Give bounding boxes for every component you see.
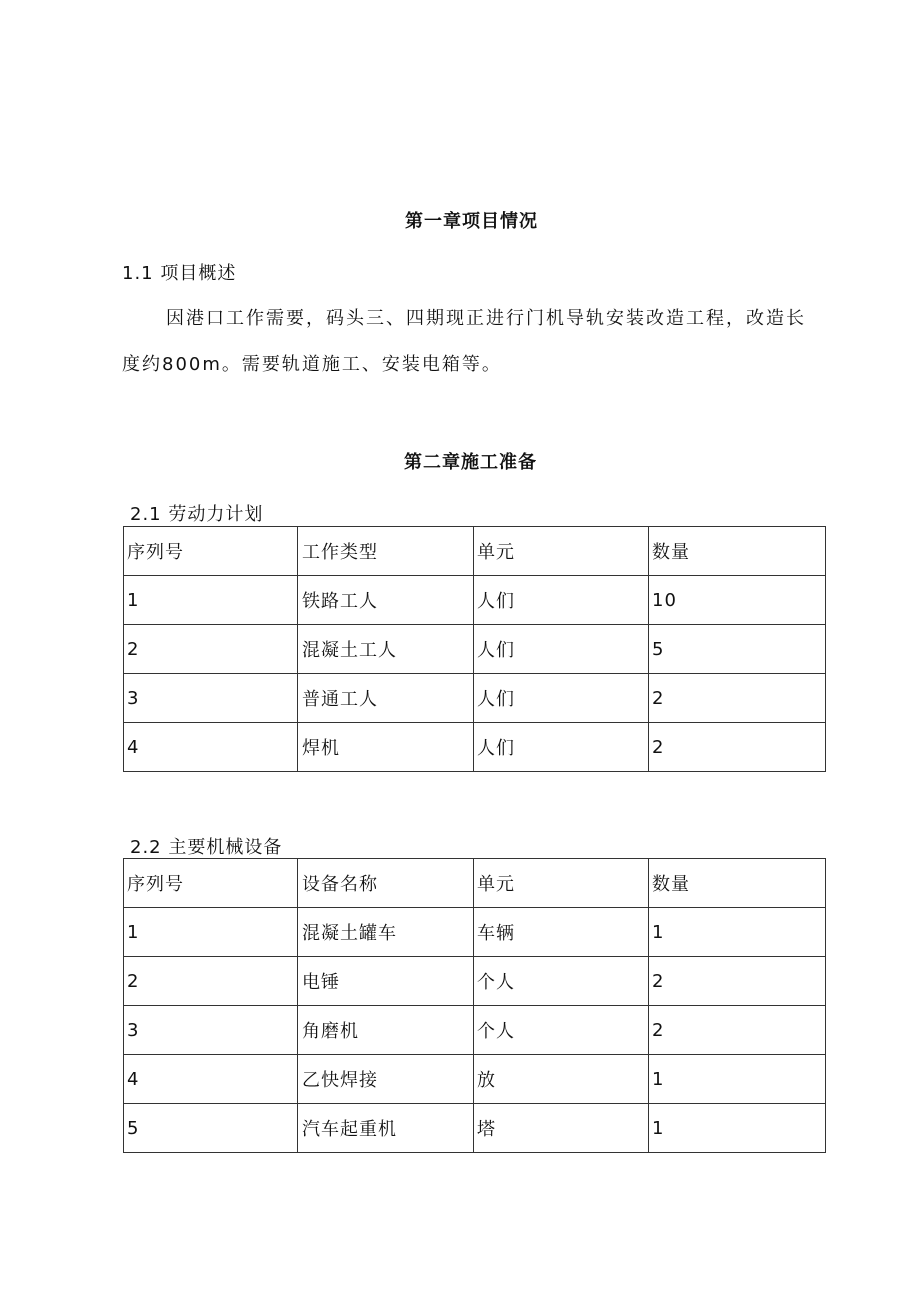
- header-cell-unit: 单元: [474, 527, 649, 576]
- table-cell: 电锤: [298, 957, 474, 1006]
- table-cell: 人们: [474, 723, 649, 772]
- table-cell: 1: [124, 576, 298, 625]
- table-cell: 1: [124, 908, 298, 957]
- table-cell: 1: [649, 1055, 826, 1104]
- table-cell: 10: [649, 576, 826, 625]
- table-row: [124, 674, 826, 723]
- header-cell-serial: 序列号: [124, 859, 298, 908]
- header-cell-serial: 序列号: [124, 527, 298, 576]
- header-cell-equipment-name: 设备名称: [298, 859, 474, 908]
- table-cell: 塔: [474, 1104, 649, 1153]
- table-row: [124, 723, 826, 772]
- chapter-2-title: 第二章施工准备: [404, 452, 537, 473]
- header-cell-quantity: 数量: [649, 527, 826, 576]
- table-cell: 混凝土罐车: [298, 908, 474, 957]
- chapter-1-title: 第一章项目情况: [405, 211, 538, 232]
- table-cell: 4: [124, 1055, 298, 1104]
- equipment-table: [123, 858, 826, 1153]
- table-cell: 2: [649, 957, 826, 1006]
- table-cell: 个人: [474, 957, 649, 1006]
- table-cell: 3: [124, 674, 298, 723]
- table-cell: 2: [124, 625, 298, 674]
- table-cell: 1: [649, 1104, 826, 1153]
- table-cell: 焊机: [298, 723, 474, 772]
- table-cell: 汽车起重机: [298, 1104, 474, 1153]
- table-row: [124, 1006, 826, 1055]
- table-cell: 个人: [474, 1006, 649, 1055]
- table-header-row: [124, 859, 826, 908]
- table-cell: 2: [649, 723, 826, 772]
- overview-paragraph-line-2: 度约800m。需要轨道施工、安装电箱等。: [122, 354, 502, 375]
- table-row: [124, 957, 826, 1006]
- header-cell-unit: 单元: [474, 859, 649, 908]
- overview-paragraph-line-1: 因港口工作需要，码头三、四期现正进行门机导轨安装改造工程，改造长: [166, 308, 806, 329]
- section-2-1-title: 2.1 劳动力计划: [130, 504, 264, 525]
- table-cell: 2: [649, 1006, 826, 1055]
- table-cell: 普通工人: [298, 674, 474, 723]
- table-cell: 混凝土工人: [298, 625, 474, 674]
- table-row: [124, 576, 826, 625]
- table-cell: 3: [124, 1006, 298, 1055]
- table-cell: 乙快焊接: [298, 1055, 474, 1104]
- header-cell-work-type: 工作类型: [298, 527, 474, 576]
- table-cell: 5: [124, 1104, 298, 1153]
- table-cell: 2: [649, 674, 826, 723]
- table-cell: 人们: [474, 625, 649, 674]
- table-cell: 放: [474, 1055, 649, 1104]
- table-cell: 5: [649, 625, 826, 674]
- table-cell: 1: [649, 908, 826, 957]
- table-header-row: [124, 527, 826, 576]
- table-row: [124, 1104, 826, 1153]
- table-row: [124, 1055, 826, 1104]
- table-row: [124, 625, 826, 674]
- section-1-1-title: 1.1 项目概述: [122, 263, 237, 284]
- table-cell: 人们: [474, 576, 649, 625]
- section-2-2-title: 2.2 主要机械设备: [130, 837, 283, 858]
- table-cell: 角磨机: [298, 1006, 474, 1055]
- table-cell: 4: [124, 723, 298, 772]
- table-row: [124, 908, 826, 957]
- table-cell: 车辆: [474, 908, 649, 957]
- table-cell: 人们: [474, 674, 649, 723]
- table-cell: 铁路工人: [298, 576, 474, 625]
- table-cell: 2: [124, 957, 298, 1006]
- labor-plan-table: [123, 526, 826, 772]
- header-cell-quantity: 数量: [649, 859, 826, 908]
